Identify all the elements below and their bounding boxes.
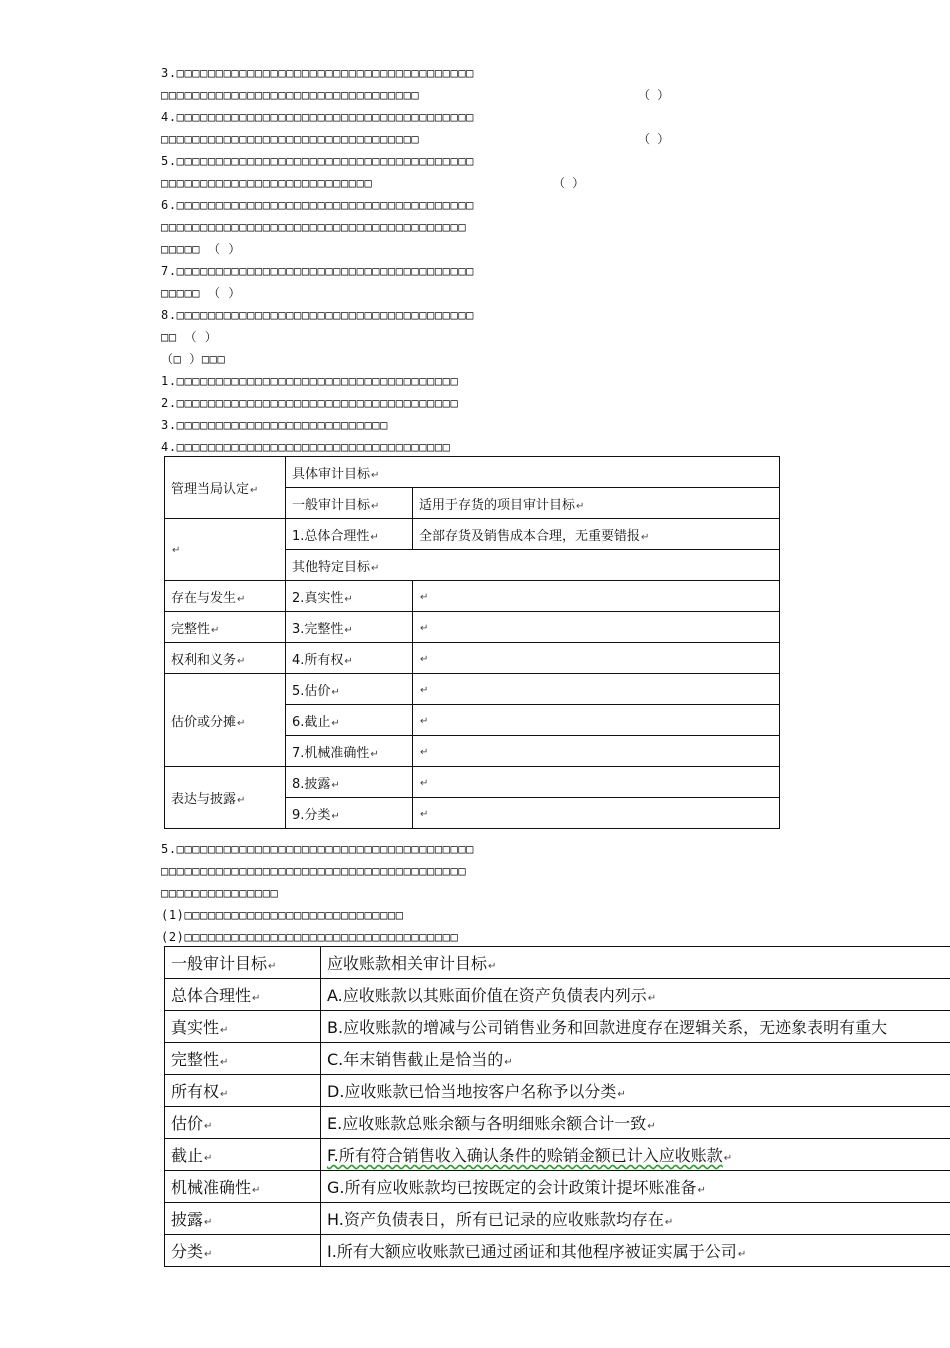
question-6-line-1: 6.□□□□□□□□□□□□□□□□□□□□□□□□□□□□□□□□□□□□□□ xyxy=(161,198,474,212)
table-cell: B.应收账款的增减与公司销售业务和回款进度存在逻辑关系，无迹象表明有重大 xyxy=(321,1011,950,1043)
item-3-line: 3.□□□□□□□□□□□□□□□□□□□□□□□□□□□ xyxy=(161,418,388,432)
item-5-line-3: □□□□□□□□□□□□□□□ xyxy=(161,886,279,900)
item-1-line: 1.□□□□□□□□□□□□□□□□□□□□□□□□□□□□□□□□□□□□ xyxy=(161,374,459,388)
item-5-sub-2: (2)□□□□□□□□□□□□□□□□□□□□□□□□□□□□□□□□□□□ xyxy=(161,930,459,944)
table-row xyxy=(165,519,780,550)
table-cell: 分类↵ xyxy=(165,1235,321,1267)
question-8-line-2: □□ （ ） xyxy=(161,330,218,344)
header-cell: 应收账款相关审计目标↵ xyxy=(321,947,950,979)
question-7-line-1: 7.□□□□□□□□□□□□□□□□□□□□□□□□□□□□□□□□□□□□□□ xyxy=(161,264,474,278)
table-cell: 总体合理性↵ xyxy=(165,979,321,1011)
question-6-line-3: □□□□□ （ ） xyxy=(161,242,241,256)
question-8-line-1: 8.□□□□□□□□□□□□□□□□□□□□□□□□□□□□□□□□□□□□□□ xyxy=(161,308,474,322)
table-cell: G.所有应收账款均已按既定的会计政策计提坏账准备↵ xyxy=(321,1171,950,1203)
table-cell: 4.所有权↵ xyxy=(286,643,413,674)
table-row xyxy=(165,1235,950,1267)
item-5-sub-1: (1)□□□□□□□□□□□□□□□□□□□□□□□□□□□□ xyxy=(161,908,404,922)
table-cell: 完整性↵ xyxy=(165,1043,321,1075)
table-cell: 1.总体合理性↵ xyxy=(286,519,413,550)
table-row xyxy=(165,612,780,643)
table-cell: ↵ xyxy=(413,767,780,798)
table-row xyxy=(165,979,950,1011)
table-row xyxy=(165,767,780,798)
table-cell: ↵ xyxy=(413,798,780,829)
table-cell: ↵ xyxy=(413,612,780,643)
question-4-line-1: 4.□□□□□□□□□□□□□□□□□□□□□□□□□□□□□□□□□□□□□□ xyxy=(161,110,474,124)
table-cell: A.应收账款以其账面价值在资产负债表内列示↵ xyxy=(321,979,950,1011)
question-3-line-2: □□□□□□□□□□□□□□□□□□□□□□□□□□□□□□□□□ xyxy=(161,88,420,102)
question-4-answer-paren: （ ） xyxy=(638,132,670,146)
table-cell: D.应收账款已恰当地按客户名称予以分类↵ xyxy=(321,1075,950,1107)
table-row xyxy=(165,1203,950,1235)
table-cell: 5.估价↵ xyxy=(286,674,413,705)
item-5-line-1: 5.□□□□□□□□□□□□□□□□□□□□□□□□□□□□□□□□□□□□□□ xyxy=(161,842,474,856)
question-3-line-1: 3.□□□□□□□□□□□□□□□□□□□□□□□□□□□□□□□□□□□□□□ xyxy=(161,66,474,80)
table-cell: 3.完整性↵ xyxy=(286,612,413,643)
table-cell: 8.披露↵ xyxy=(286,767,413,798)
table-cell: 估价或分摊↵ xyxy=(165,674,286,767)
table-cell: I.所有大额应收账款已通过函证和其他程序被证实属于公司↵ xyxy=(321,1235,950,1267)
table-cell: 6.截止↵ xyxy=(286,705,413,736)
question-6-line-2: □□□□□□□□□□□□□□□□□□□□□□□□□□□□□□□□□□□□□□□ xyxy=(161,220,467,234)
table-cell: F.所有符合销售收入确认条件的赊销金额已计入应收账款↵ xyxy=(321,1139,950,1171)
table-cell: ↵ xyxy=(413,705,780,736)
table-row xyxy=(165,643,780,674)
section-heading: （□ ）□□□ xyxy=(161,352,226,366)
table-cell: ↵ xyxy=(413,674,780,705)
item-4-line: 4.□□□□□□□□□□□□□□□□□□□□□□□□□□□□□□□□□□□ xyxy=(161,440,451,454)
inventory-audit-objectives-table xyxy=(164,456,780,829)
question-4-line-2: □□□□□□□□□□□□□□□□□□□□□□□□□□□□□□□□□ xyxy=(161,132,420,146)
table-cell: 存在与发生↵ xyxy=(165,581,286,612)
table-row xyxy=(165,1171,950,1203)
item-5-line-2: □□□□□□□□□□□□□□□□□□□□□□□□□□□□□□□□□□□□□□□ xyxy=(161,864,467,878)
item-2-line: 2.□□□□□□□□□□□□□□□□□□□□□□□□□□□□□□□□□□□□ xyxy=(161,396,459,410)
table-cell: 9.分类↵ xyxy=(286,798,413,829)
table-row xyxy=(165,1139,950,1171)
question-7-line-2: □□□□□ （ ） xyxy=(161,286,241,300)
receivables-audit-objectives-table xyxy=(164,946,950,1267)
header-cell: 适用于存货的项目审计目标↵ xyxy=(413,488,780,519)
question-5-answer-paren: （ ） xyxy=(553,176,585,190)
table-row xyxy=(165,1043,950,1075)
header-cell: 一般审计目标↵ xyxy=(165,947,321,979)
table-row xyxy=(165,1075,950,1107)
question-5-line-1: 5.□□□□□□□□□□□□□□□□□□□□□□□□□□□□□□□□□□□□□□ xyxy=(161,154,474,168)
table-row xyxy=(165,1011,950,1043)
table-cell: 其他特定目标↵ xyxy=(286,550,780,581)
question-5-line-2: □□□□□□□□□□□□□□□□□□□□□□□□□□□ xyxy=(161,176,373,190)
header-cell: 一般审计目标↵ xyxy=(286,488,413,519)
table-row xyxy=(165,947,950,979)
table-cell: 权利和义务↵ xyxy=(165,643,286,674)
table-row xyxy=(165,674,780,705)
table-row xyxy=(165,457,780,488)
table-cell: 全部存货及销售成本合理，无重要错报↵ xyxy=(413,519,780,550)
question-3-answer-paren: （ ） xyxy=(638,88,670,102)
header-cell: 具体审计目标↵ xyxy=(286,457,780,488)
table-row xyxy=(165,1107,950,1139)
table-cell: 完整性↵ xyxy=(165,612,286,643)
table-cell: 披露↵ xyxy=(165,1203,321,1235)
table-cell: H.资产负债表日，所有已记录的应收账款均存在↵ xyxy=(321,1203,950,1235)
table-cell: ↵ xyxy=(413,581,780,612)
table-cell: 截止↵ xyxy=(165,1139,321,1171)
table-cell: 2.真实性↵ xyxy=(286,581,413,612)
table-cell: 机械准确性↵ xyxy=(165,1171,321,1203)
table-cell: E.应收账款总账余额与各明细账余额合计一致↵ xyxy=(321,1107,950,1139)
table-cell: 7.机械准确性↵ xyxy=(286,736,413,767)
table-cell: 真实性↵ xyxy=(165,1011,321,1043)
table-cell: ↵ xyxy=(413,736,780,767)
table-cell: 所有权↵ xyxy=(165,1075,321,1107)
header-cell: 管理当局认定↵ xyxy=(165,457,286,519)
table-cell: ↵ xyxy=(413,643,780,674)
table-cell: C.年末销售截止是恰当的↵ xyxy=(321,1043,950,1075)
table-cell: 表达与披露↵ xyxy=(165,767,286,829)
table-row xyxy=(165,581,780,612)
table-cell: 估价↵ xyxy=(165,1107,321,1139)
table-cell: ↵ xyxy=(165,519,286,581)
